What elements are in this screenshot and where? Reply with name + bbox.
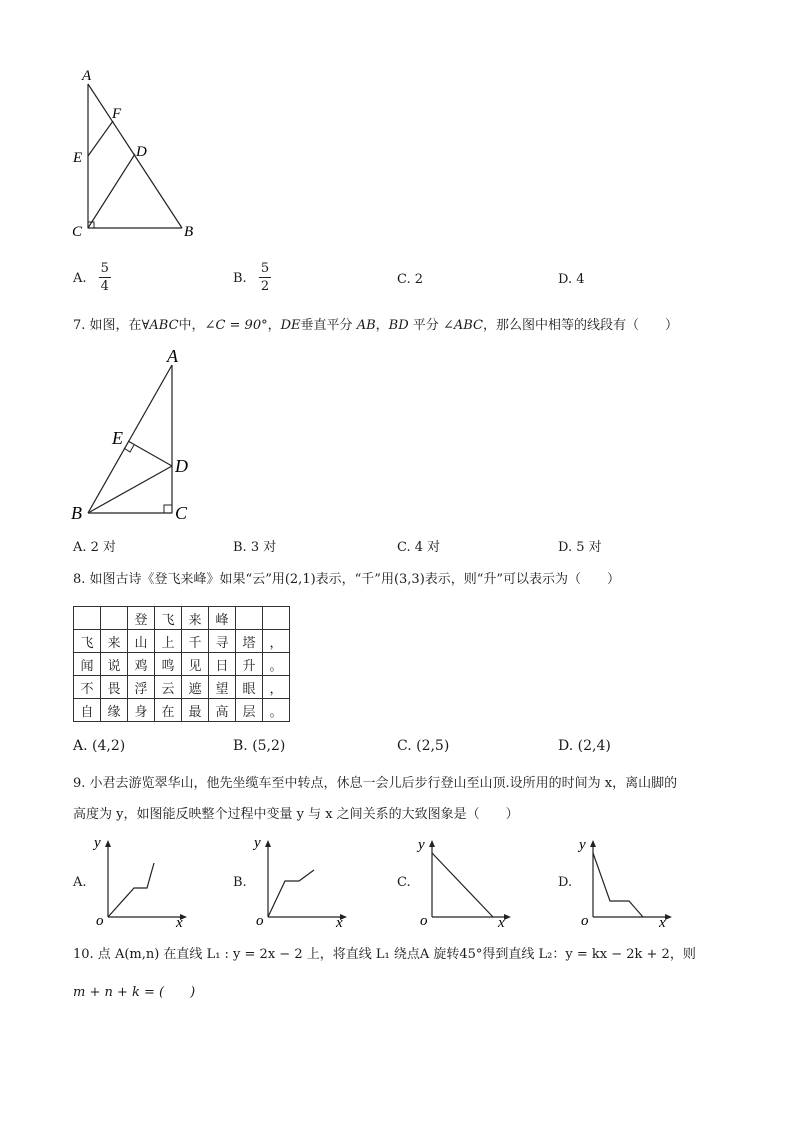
q7-option-d[interactable]: D. 5 对 [558, 540, 602, 555]
q6-option-c[interactable]: C. 2 [397, 272, 424, 287]
q7-label-B: B [71, 503, 82, 523]
poem-grid-cell: 见 [182, 653, 209, 676]
poem-grid-cell: 塔 [236, 630, 263, 653]
poem-grid-cell: 最 [182, 699, 209, 722]
poem-grid-row [74, 653, 290, 676]
q7-right-angle-mark-C [164, 505, 172, 513]
q7-segment-BD [88, 466, 172, 513]
q9-option-b-label: B. [233, 875, 247, 890]
poem-grid-row [74, 699, 290, 722]
q8-option-a[interactable]: A. (4,2) [73, 738, 126, 754]
poem-grid-cell [74, 607, 101, 630]
poem-grid-cell: 山 [128, 630, 155, 653]
q7-option-c[interactable]: C. 4 对 [397, 540, 441, 555]
x-axis-arrow [504, 914, 511, 920]
poem-grid-cell: 来 [182, 607, 209, 630]
poem-grid-row [74, 630, 290, 653]
q7-label-D: D [175, 456, 188, 476]
q6-label-C: C [72, 224, 83, 240]
poem-grid-cell: 缘 [101, 699, 128, 722]
y-axis-arrow [429, 840, 435, 847]
poem-grid-cell: 寻 [209, 630, 236, 653]
poem-grid-cell: 飞 [155, 607, 182, 630]
q6-label-D: D [136, 144, 147, 160]
q9-option-d-graph[interactable] [577, 835, 677, 927]
q6-segment-CD [88, 154, 135, 228]
q7-figure [68, 345, 208, 525]
poem-grid [73, 606, 290, 722]
poem-grid-cell: 鸡 [128, 653, 155, 676]
q7-label-C: C [175, 503, 188, 523]
q8-option-d[interactable]: D. (2,4) [558, 738, 611, 754]
q9-option-a-graph[interactable] [92, 835, 192, 927]
poem-grid-cell: 不 [74, 676, 101, 699]
q7-label-E: E [112, 428, 123, 448]
poem-grid-cell: 畏 [101, 676, 128, 699]
poem-grid-cell: 身 [128, 699, 155, 722]
y-axis-label: y [418, 837, 425, 853]
poem-grid-cell: 浮 [128, 676, 155, 699]
q7-side-AB [88, 365, 172, 513]
poem-grid-cell: 登 [128, 607, 155, 630]
q7-label-A: A [167, 346, 178, 366]
q7-segment-DE [128, 441, 172, 466]
poem-grid-cell: 升 [236, 653, 263, 676]
q6-label-A: A [82, 68, 92, 84]
poem-grid-row [74, 676, 290, 699]
poem-grid-cell: 千 [182, 630, 209, 653]
q9-question-line2: 高度为 y，如图能反映整个过程中变量 y 与 x 之间关系的大致图象是（ ） [73, 807, 519, 822]
q6-option-b[interactable]: B. $\frac{5}{2}$ [233, 261, 270, 294]
poem-grid-cell: 遮 [182, 676, 209, 699]
poem-grid-cell: 闻 [74, 653, 101, 676]
origin-label: o [96, 913, 104, 927]
poem-grid-cell: 云 [155, 676, 182, 699]
q9-question-line1: 9. 小君去游览翠华山，他先坐缆车至中转点，休息一会儿后步行登山至山顶.设所用的时间为 x，离山脚的 [73, 776, 678, 791]
q8-question: 8. 如图古诗《登飞来峰》如果“云”用(2,1)表示，“千”用(3,3)表示，则“升”可以表示为（ ） [73, 572, 621, 587]
origin-label: o [420, 913, 428, 927]
y-axis-label: y [94, 835, 101, 851]
x-axis-label: x [659, 915, 666, 927]
y-axis-arrow [265, 840, 271, 847]
origin-label: o [256, 913, 264, 927]
poem-grid-cell: ， [263, 630, 290, 653]
q9-option-c-graph[interactable] [416, 835, 516, 927]
graph-line [108, 863, 154, 917]
q9-option-a-label: A. [73, 875, 87, 890]
q6-label-E: E [73, 150, 83, 166]
x-axis-label: x [336, 915, 343, 927]
graph-line [593, 853, 643, 917]
poem-grid-cell: 自 [74, 699, 101, 722]
q7-option-b[interactable]: B. 3 对 [233, 540, 277, 555]
poem-grid-cell: 眼 [236, 676, 263, 699]
q10-question-line1: 10. 点 A(m,n) 在直线 L₁ : y = 2x − 2 上，将直线 L₁ 绕点A 旋转45°得到直线 L₂：y = kx − 2k + 2，则 [73, 947, 696, 962]
q6-figure [68, 66, 208, 246]
poem-grid-cell: 飞 [74, 630, 101, 653]
q6-label-F: F [112, 106, 122, 122]
origin-label: o [581, 913, 589, 927]
poem-grid-row [74, 607, 290, 630]
x-axis-label: x [176, 915, 183, 927]
poem-grid-cell: 望 [209, 676, 236, 699]
y-axis-arrow [105, 840, 111, 847]
poem-grid-cell: 。 [263, 653, 290, 676]
q9-option-c-label: C. [397, 875, 411, 890]
y-axis-arrow [590, 840, 596, 847]
q7-question: 7. 如图，在∀ABC中，∠C = 90°，DE垂直平分 AB，BD 平分 ∠ABC，那么图中相等的线段有（ ） [73, 318, 678, 333]
fraction: $\frac{5}{2}$ [260, 261, 270, 294]
graph-line [268, 870, 314, 917]
q6-label-B: B [184, 224, 194, 240]
q6-segment-EF [88, 121, 113, 156]
y-axis-label: y [579, 837, 586, 853]
poem-grid-cell [263, 607, 290, 630]
y-axis-label: y [254, 835, 261, 851]
poem-grid-cell: 来 [101, 630, 128, 653]
q9-option-d-label: D. [558, 875, 573, 890]
q9-option-b-graph[interactable] [252, 835, 352, 927]
poem-grid-cell: ， [263, 676, 290, 699]
poem-grid-cell: 峰 [209, 607, 236, 630]
fraction: $\frac{5}{4}$ [100, 261, 109, 294]
poem-grid-cell [101, 607, 128, 630]
x-axis-arrow [665, 914, 672, 920]
x-axis-label: x [498, 915, 505, 927]
poem-grid-cell: 在 [155, 699, 182, 722]
q7-option-a[interactable]: A. 2 对 [73, 540, 117, 555]
q6-option-d[interactable]: D. 4 [558, 272, 585, 287]
poem-grid-cell: 日 [209, 653, 236, 676]
q8-option-c[interactable]: C. (2,5) [397, 738, 450, 754]
poem-grid-cell: 上 [155, 630, 182, 653]
graph-line [432, 853, 493, 917]
q6-option-a[interactable]: A. $\frac{5}{4}$ [73, 261, 109, 294]
poem-grid-cell: 说 [101, 653, 128, 676]
q10-question-line2: m + n + k = ( ) [73, 985, 196, 1000]
poem-grid-cell: 高 [209, 699, 236, 722]
poem-grid-cell [236, 607, 263, 630]
poem-grid-cell: 。 [263, 699, 290, 722]
poem-grid-cell: 层 [236, 699, 263, 722]
poem-grid-cell: 鸣 [155, 653, 182, 676]
q8-option-b[interactable]: B. (5,2) [233, 738, 286, 754]
